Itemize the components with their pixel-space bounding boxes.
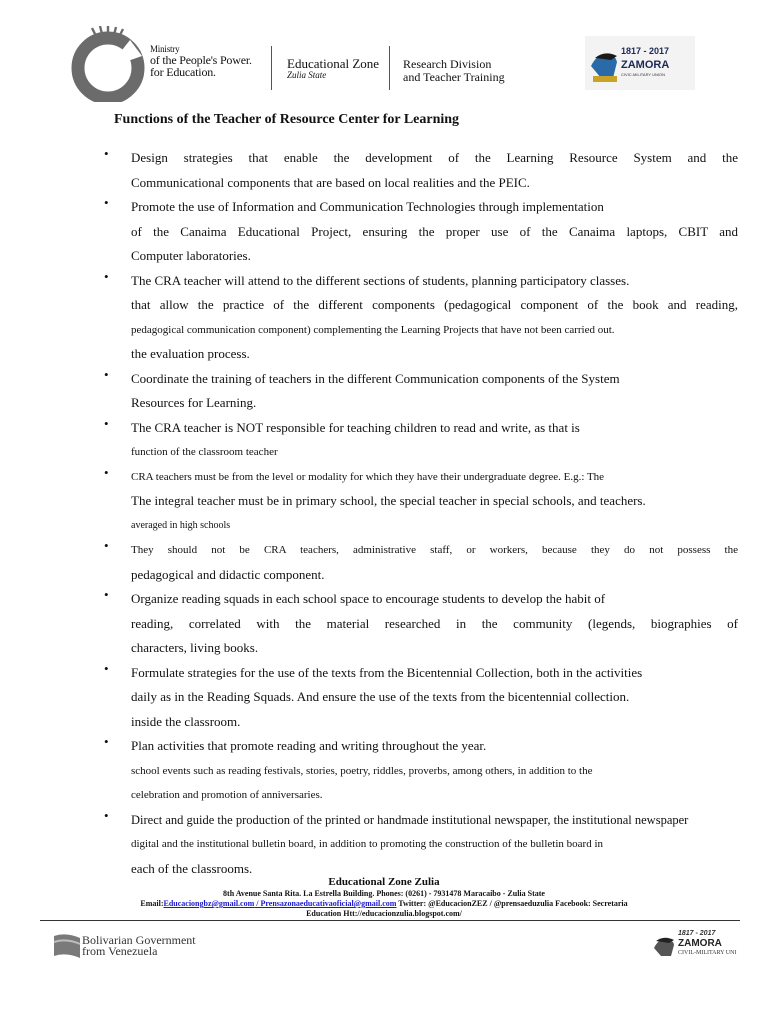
- list-item: • Promote the use of Information and Communication Technologies through implementation of the Canaima Educational Project, ensuring the proper use of the Canaima laptops, CBIT and Computer laboratories.: [104, 195, 738, 263]
- bullet-icon: •: [104, 146, 109, 161]
- header-divider: [389, 46, 390, 90]
- bullet-icon: •: [104, 807, 109, 823]
- list-item: • Plan activities that promote reading and writing throughout the year. school events such as reading festivals, stories, poetry, riddles, proverbs, among others, in addition to the celebration and promotion of anniversaries.: [104, 734, 593, 801]
- zamora-name: ZAMORA: [621, 59, 670, 71]
- zamora-years: 1817 - 2017: [678, 930, 716, 937]
- document-title: Functions of the Teacher of Resource Center for Learning: [114, 112, 460, 127]
- list-item: • Formulate strategies for the use of the texts from the Bicentennial Collection, both in the activities daily as in the Reading Squads. And ensure the use of the texts from the bicentennial collection. inside the classroom.: [104, 660, 643, 729]
- footer-blog: Education Htt://educacionzulia.blogspot.com/: [306, 909, 462, 918]
- email-link-1[interactable]: Educaciongbz@gmail.com: [163, 899, 255, 908]
- bullet-icon: •: [104, 366, 109, 382]
- footer-contacts: Email:Educaciongbz@gmail.com / Prensazonaeducativaoficial@gmail.com Twitter: @EducacionZEZ / @prensaeduzulia Facebook: Secretaria: [140, 899, 628, 908]
- educational-zone-label: Educational Zone Zulia State: [287, 56, 380, 80]
- list-item: • The CRA teacher will attend to the different sections of students, planning participatory classes. that allow the practice of the different components (pedagogical component of the book and reading, pedagogical communication component) complementing the Learning Projects that have not been carried out. the evaluation process.: [104, 268, 738, 361]
- email-separator: /: [254, 899, 261, 908]
- bullet-icon: •: [104, 268, 109, 284]
- bullet-icon: •: [104, 538, 109, 553]
- zamora-years: 1817 - 2017: [621, 46, 670, 56]
- email-link-2[interactable]: Prensazonaeducativaoficial@gmail.com: [260, 899, 397, 908]
- bullet-icon: •: [104, 195, 109, 210]
- ministry-name: Ministry of the People's Power. for Education.: [150, 44, 252, 79]
- footer-title: Educational Zone Zulia: [328, 876, 440, 888]
- list-item: • Design strategies that enable the development of the Learning Resource System and the Communicational components that are based on local realities and the PEIC.: [104, 146, 738, 190]
- list-item: • Direct and guide the production of the printed or handmade institutional newspaper, the institutional newspaper digital and the institutional bulletin board, in addition to promoting the construction of the bulletin board in each of the classrooms.: [104, 807, 689, 876]
- zamora-figure-icon: [654, 940, 674, 956]
- bullet-icon: •: [104, 660, 109, 676]
- list-item: • CRA teachers must be from the level or modality for which they have their undergraduate degree. E.g.: The The integral teacher must be in primary school, the special teacher in special schools, and teachers. averaged in high schools: [104, 464, 646, 531]
- zamora-union: CIVIC-MILITARY UNION: [621, 72, 666, 77]
- zamora-union: CIVIL-MILITARY UNI: [678, 950, 737, 956]
- bullet-icon: •: [104, 587, 109, 602]
- document-footer: [0, 876, 768, 919]
- zamora-name: ZAMORA: [678, 938, 722, 949]
- research-division-label: Research Division and Teacher Training: [403, 57, 505, 84]
- zamora-logo-bottom: [652, 926, 752, 960]
- list-item: • Coordinate the training of teachers in the different Communication components of the System Resources for Learning.: [104, 366, 620, 410]
- footer-address: 8th Avenue Santa Rita. La Estrella Building. Phones: (0261) - 7931478 Maracaibo - Zulia State: [223, 889, 545, 898]
- document-header: [0, 0, 768, 110]
- ministry-logo-icon: [68, 26, 148, 102]
- bolivarian-government-label: Bolivarian Government from Venezuela: [82, 933, 196, 958]
- list-item: • The CRA teacher is NOT responsible for teaching children to read and write, as that is function of the classroom teacher: [104, 415, 580, 458]
- function-list: [0, 146, 768, 881]
- list-item: • Organize reading squads in each school space to encourage students to develop the habit of reading, correlated with the material researched in the community (legends, biographies of characters, living books.: [104, 587, 738, 655]
- header-divider: [271, 46, 272, 90]
- bullet-icon: •: [104, 464, 109, 480]
- list-item: • They should not be CRA teachers, administrative staff, or workers, because they do not possess the pedagogical and didactic component.: [104, 538, 738, 582]
- bullet-icon: •: [104, 415, 109, 431]
- footer-divider: [40, 920, 740, 921]
- zamora-logo: [585, 36, 695, 90]
- bullet-icon: •: [104, 734, 109, 749]
